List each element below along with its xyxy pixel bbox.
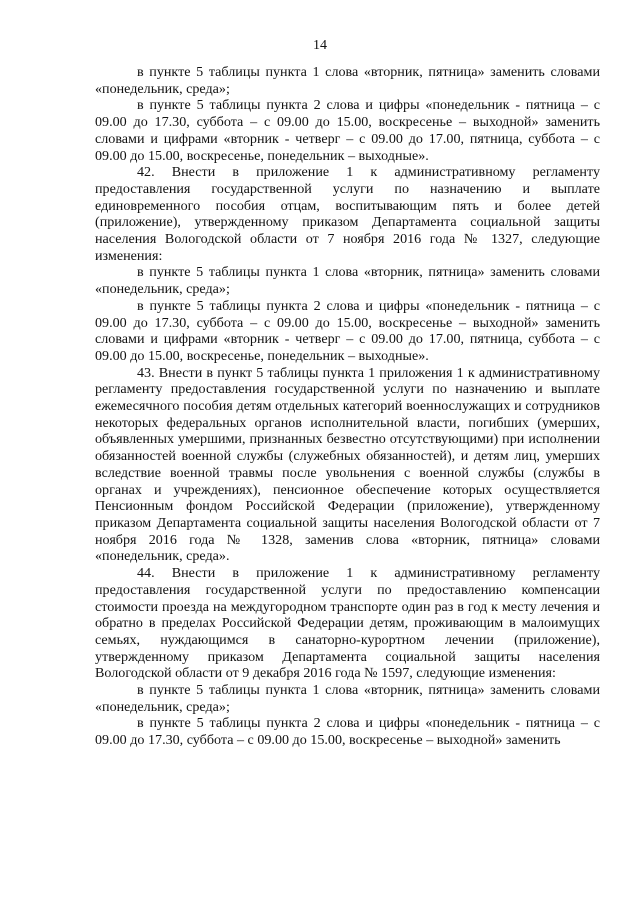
paragraph-item-change-6: в пункте 5 таблицы пункта 2 слова и цифры «понедельник - пятница – с 09.00 до 17.30, суббота – с 09.00 до 15.00, воскресенье – выходной» заменить (95, 715, 600, 749)
page-number: 14 (313, 38, 327, 53)
paragraph-item-change-5: в пункте 5 таблицы пункта 1 слова «вторник, пятница» заменить словами «понедельник, среда»; (95, 682, 600, 715)
paragraph-item-change-3: в пункте 5 таблицы пункта 1 слова «вторник, пятница» заменить словами «понедельник, среда»; (95, 264, 600, 298)
paragraph-item-change-4: в пункте 5 таблицы пункта 2 слова и цифры «понедельник - пятница – с 09.00 до 17.30, суббота – с 09.00 до 15.00, воскресенье – выходной» заменить словами и цифрами «вторник - четверг – с 09.00 до 17.00, пятница, суббота – с 09.00 до 15.00, воскресенье, понедельник – выходные». (95, 297, 600, 364)
paragraph-item-change-2: в пункте 5 таблицы пункта 2 слова и цифры «понедельник - пятница – с 09.00 до 17.30, суббота – с 09.00 до 15.00, воскресенье – выходной» заменить словами и цифрами «вторник - четверг – с 09.00 до 17.00, пятница, суббота – с 09.00 до 15.00, воскресенье, понедельник – выходные». (95, 97, 600, 164)
paragraph-item-change-1: в пункте 5 таблицы пункта 1 слова «вторник, пятница» заменить словами «понедельник, среда»; (95, 64, 600, 97)
paragraph-clause-42: 42. Внести в приложение 1 к административному регламенту предоставления государственной услуги по назначению и выплате единовременного пособия отцам, воспитывающим пять и более детей (приложение), утвержденному приказом Департамента социальной защиты населения Вологодской области от 7 ноября 2016 года № 1327, следующие изменения: (95, 164, 600, 264)
paragraph-clause-44: 44. Внести в приложение 1 к административному регламенту предоставления государственной услуги по предоставлению компенсации стоимости проезда на междугородном транспорте один раз в год к месту лечения и обратно в пределах Российской Федерации детям, проживающим в малоимущих семьях, нуждающимся в санаторно-курортном лечении (приложение), утвержденному приказом Департамента социальной защиты населения Вологодской области от 9 декабря 2016 года № 1597, следующие изменения: (95, 565, 600, 682)
paragraph-clause-43: 43. Внести в пункт 5 таблицы пункта 1 приложения 1 к административному регламенту предоставления государственной услуги по назначению и выплате ежемесячного пособия детям отдельных категорий военнослужащих и сотрудников некоторых федеральных органов исполнительной власти, погибших (умерших, объявленных умершими, признанных безвестно отсутствующими) при исполнении обязанностей военной службы (служебных обязанностей), и детям лиц, умерших вследствие военной травмы после увольнения с военной службы (службы в органах и учреждениях), пенсионное обеспечение которых осуществляется Пенсионным фондом Российской Федерации (приложение), утвержденному приказом Департамента социальной защиты населения Вологодской области от 7 ноября 2016 года № 1328, заменив слова «вторник, пятница» словами «понедельник, среда». (95, 364, 600, 565)
document-body (95, 64, 600, 749)
